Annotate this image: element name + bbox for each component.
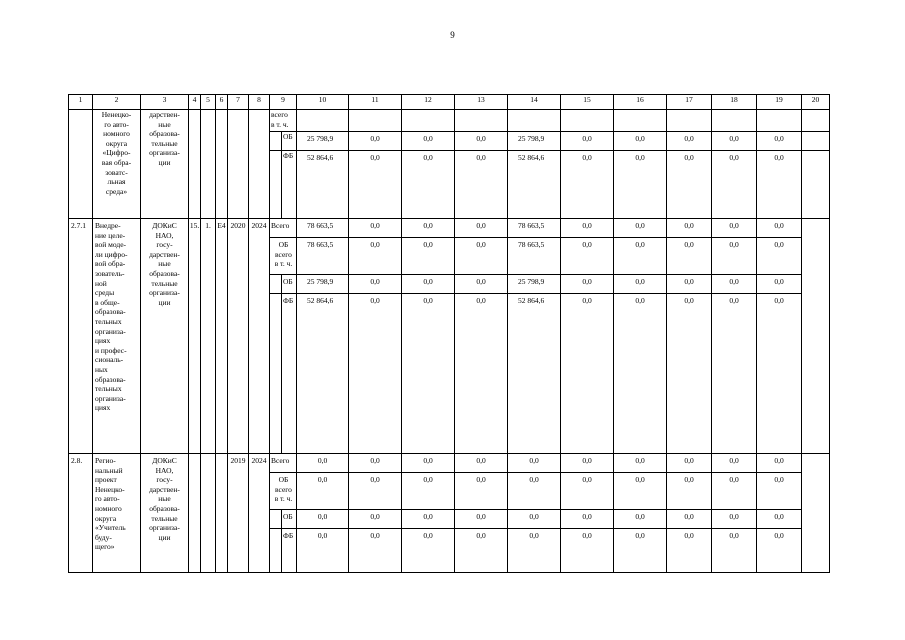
- executor-cell: ДОКиС НАО, госу- дарствен- ные образова- тельные организа- ции: [141, 454, 189, 573]
- value-cell: 25 798,9: [508, 132, 561, 151]
- budget-table: [68, 94, 830, 573]
- end-year: 2024: [249, 219, 270, 454]
- header-cell: 6: [216, 95, 228, 110]
- header-cell: 7: [228, 95, 249, 110]
- value-cell: 0,0: [349, 510, 402, 529]
- source-label: ФБ: [282, 151, 297, 219]
- value-cell: 0,0: [349, 454, 402, 473]
- value-cell: 0,0: [614, 454, 667, 473]
- value-cell: 0,0: [508, 510, 561, 529]
- value-cell: 78 663,5: [297, 219, 349, 238]
- value-cell: 0,0: [561, 238, 614, 275]
- source-label: ФБ: [282, 529, 297, 573]
- value-cell: 0,0: [757, 510, 802, 529]
- value-cell: 0,0: [455, 510, 508, 529]
- table-row: [69, 110, 830, 132]
- header-cell: 17: [667, 95, 712, 110]
- value-cell: 0,0: [349, 151, 402, 219]
- value-cell: 0,0: [712, 294, 757, 454]
- header-cell: 3: [141, 95, 189, 110]
- value-cell: 52 864,6: [508, 294, 561, 454]
- value-cell: 0,0: [402, 529, 455, 573]
- value-cell: 0,0: [667, 454, 712, 473]
- header-cell: 9: [270, 95, 297, 110]
- code-cell: Е4: [216, 219, 228, 454]
- value-cell: 25 798,9: [297, 275, 349, 294]
- value-cell: 0,0: [455, 294, 508, 454]
- value-cell: 78 663,5: [508, 219, 561, 238]
- project-name-cell: Внедре- ние целе- вой моде- ли цифро- вой обра- зователь- ной среды в обще- образова- тельных организа- циях и профес- сиональ- ных образова- тельных организа- циях: [93, 219, 141, 454]
- value-cell: 0,0: [757, 294, 802, 454]
- value-cell: 0,0: [667, 275, 712, 294]
- header-cell: 10: [297, 95, 349, 110]
- value-cell: 0,0: [614, 151, 667, 219]
- value-cell: 0,0: [757, 473, 802, 510]
- value-cell: 0,0: [614, 510, 667, 529]
- header-cell: 20: [802, 95, 830, 110]
- header-cell: 4: [189, 95, 201, 110]
- value-cell: 0,0: [455, 238, 508, 275]
- value-cell: 0,0: [561, 132, 614, 151]
- value-cell: 0,0: [712, 132, 757, 151]
- value-cell: 0,0: [455, 473, 508, 510]
- value-cell: 0,0: [561, 454, 614, 473]
- end-year: 2024: [249, 454, 270, 573]
- value-cell: 0,0: [561, 294, 614, 454]
- header-cell: 12: [402, 95, 455, 110]
- value-cell: 0,0: [455, 454, 508, 473]
- value-cell: 0,0: [349, 219, 402, 238]
- header-cell: 13: [455, 95, 508, 110]
- value-cell: 25 798,9: [508, 275, 561, 294]
- header-row: [69, 95, 830, 110]
- value-cell: 0,0: [712, 454, 757, 473]
- value-cell: 0,0: [402, 238, 455, 275]
- source-label: ОБ всего в т. ч.: [270, 238, 297, 275]
- code-cell: 1.: [201, 219, 216, 454]
- header-cell: 8: [249, 95, 270, 110]
- value-cell: 52 864,6: [297, 151, 349, 219]
- value-cell: 0,0: [614, 529, 667, 573]
- value-cell: 78 663,5: [508, 238, 561, 275]
- value-cell: 78 663,5: [297, 238, 349, 275]
- header-cell: 16: [614, 95, 667, 110]
- value-cell: 0,0: [402, 151, 455, 219]
- value-cell: 0,0: [712, 275, 757, 294]
- value-cell: 0,0: [667, 219, 712, 238]
- project-name-cell: Ненецко- го авто- номного округа «Цифро- вая обра- зоватс- льная среда»: [93, 110, 141, 219]
- value-cell: 0,0: [349, 275, 402, 294]
- start-year: 2020: [228, 219, 249, 454]
- value-cell: 0,0: [712, 238, 757, 275]
- value-cell: 0,0: [757, 132, 802, 151]
- value-cell: 52 864,6: [508, 151, 561, 219]
- value-cell: 0,0: [349, 132, 402, 151]
- value-cell: 0,0: [349, 294, 402, 454]
- value-cell: 0,0: [297, 510, 349, 529]
- value-cell: 0,0: [508, 473, 561, 510]
- header-cell: 19: [757, 95, 802, 110]
- value-cell: 0,0: [402, 275, 455, 294]
- value-cell: 0,0: [402, 219, 455, 238]
- value-cell: 0,0: [712, 473, 757, 510]
- executor-cell: ДОКиС НАО, госу- дарствен- ные образова- тельные организа- ции: [141, 219, 189, 454]
- value-cell: 0,0: [757, 238, 802, 275]
- value-cell: 0,0: [508, 529, 561, 573]
- value-cell: 0,0: [712, 151, 757, 219]
- value-cell: 0,0: [667, 294, 712, 454]
- table-row: [69, 454, 830, 473]
- project-name-cell: Регио- нальный проект Ненецко- го авто- номного округа «Учитель буду- щего»: [93, 454, 141, 573]
- source-label: ОБ: [282, 275, 297, 294]
- source-label: всего в т. ч.: [270, 110, 297, 132]
- header-cell: 5: [201, 95, 216, 110]
- source-label: ФБ: [282, 294, 297, 454]
- value-cell: 0,0: [297, 454, 349, 473]
- source-label: ОБ: [282, 132, 297, 151]
- source-label: Всего: [270, 454, 297, 473]
- value-cell: 0,0: [402, 473, 455, 510]
- value-cell: 0,0: [712, 510, 757, 529]
- value-cell: 0,0: [402, 510, 455, 529]
- header-cell: 15: [561, 95, 614, 110]
- value-cell: 0,0: [349, 473, 402, 510]
- value-cell: 0,0: [455, 219, 508, 238]
- value-cell: 0,0: [402, 454, 455, 473]
- value-cell: 0,0: [757, 454, 802, 473]
- value-cell: 0,0: [667, 151, 712, 219]
- value-cell: 25 798,9: [297, 132, 349, 151]
- value-cell: 0,0: [614, 132, 667, 151]
- value-cell: 0,0: [402, 294, 455, 454]
- value-cell: 0,0: [757, 529, 802, 573]
- header-cell: 14: [508, 95, 561, 110]
- source-label: ОБ всего в т. ч.: [270, 473, 297, 510]
- value-cell: 0,0: [667, 238, 712, 275]
- value-cell: 0,0: [614, 473, 667, 510]
- source-label: ОБ: [282, 510, 297, 529]
- code-cell: 15.: [189, 219, 201, 454]
- value-cell: 0,0: [614, 238, 667, 275]
- value-cell: 0,0: [455, 151, 508, 219]
- header-cell: 18: [712, 95, 757, 110]
- value-cell: 0,0: [561, 275, 614, 294]
- executor-cell: дарствен- ные образова- тельные организа- ции: [141, 110, 189, 219]
- value-cell: 52 864,6: [297, 294, 349, 454]
- value-cell: 0,0: [667, 510, 712, 529]
- value-cell: 0,0: [508, 454, 561, 473]
- value-cell: 0,0: [667, 132, 712, 151]
- source-label: Всего: [270, 219, 297, 238]
- header-cell: 11: [349, 95, 402, 110]
- value-cell: 0,0: [455, 529, 508, 573]
- page-number: 9: [450, 30, 455, 40]
- value-cell: 0,0: [349, 238, 402, 275]
- value-cell: 0,0: [349, 529, 402, 573]
- value-cell: 0,0: [297, 473, 349, 510]
- value-cell: 0,0: [667, 529, 712, 573]
- item-number: 2.8.: [69, 454, 93, 573]
- value-cell: 0,0: [402, 132, 455, 151]
- value-cell: 0,0: [561, 473, 614, 510]
- value-cell: 0,0: [614, 294, 667, 454]
- value-cell: 0,0: [455, 132, 508, 151]
- value-cell: 0,0: [712, 529, 757, 573]
- value-cell: 0,0: [614, 275, 667, 294]
- value-cell: 0,0: [757, 219, 802, 238]
- header-cell: 1: [69, 95, 93, 110]
- header-cell: 2: [93, 95, 141, 110]
- value-cell: 0,0: [297, 529, 349, 573]
- value-cell: 0,0: [561, 510, 614, 529]
- value-cell: 0,0: [614, 219, 667, 238]
- value-cell: 0,0: [561, 151, 614, 219]
- value-cell: 0,0: [757, 151, 802, 219]
- start-year: 2019: [228, 454, 249, 573]
- table-row: [69, 219, 830, 238]
- value-cell: 0,0: [455, 275, 508, 294]
- value-cell: 0,0: [757, 275, 802, 294]
- value-cell: 0,0: [667, 473, 712, 510]
- value-cell: 0,0: [712, 219, 757, 238]
- value-cell: 0,0: [561, 219, 614, 238]
- value-cell: 0,0: [561, 529, 614, 573]
- item-number: 2.7.1: [69, 219, 93, 454]
